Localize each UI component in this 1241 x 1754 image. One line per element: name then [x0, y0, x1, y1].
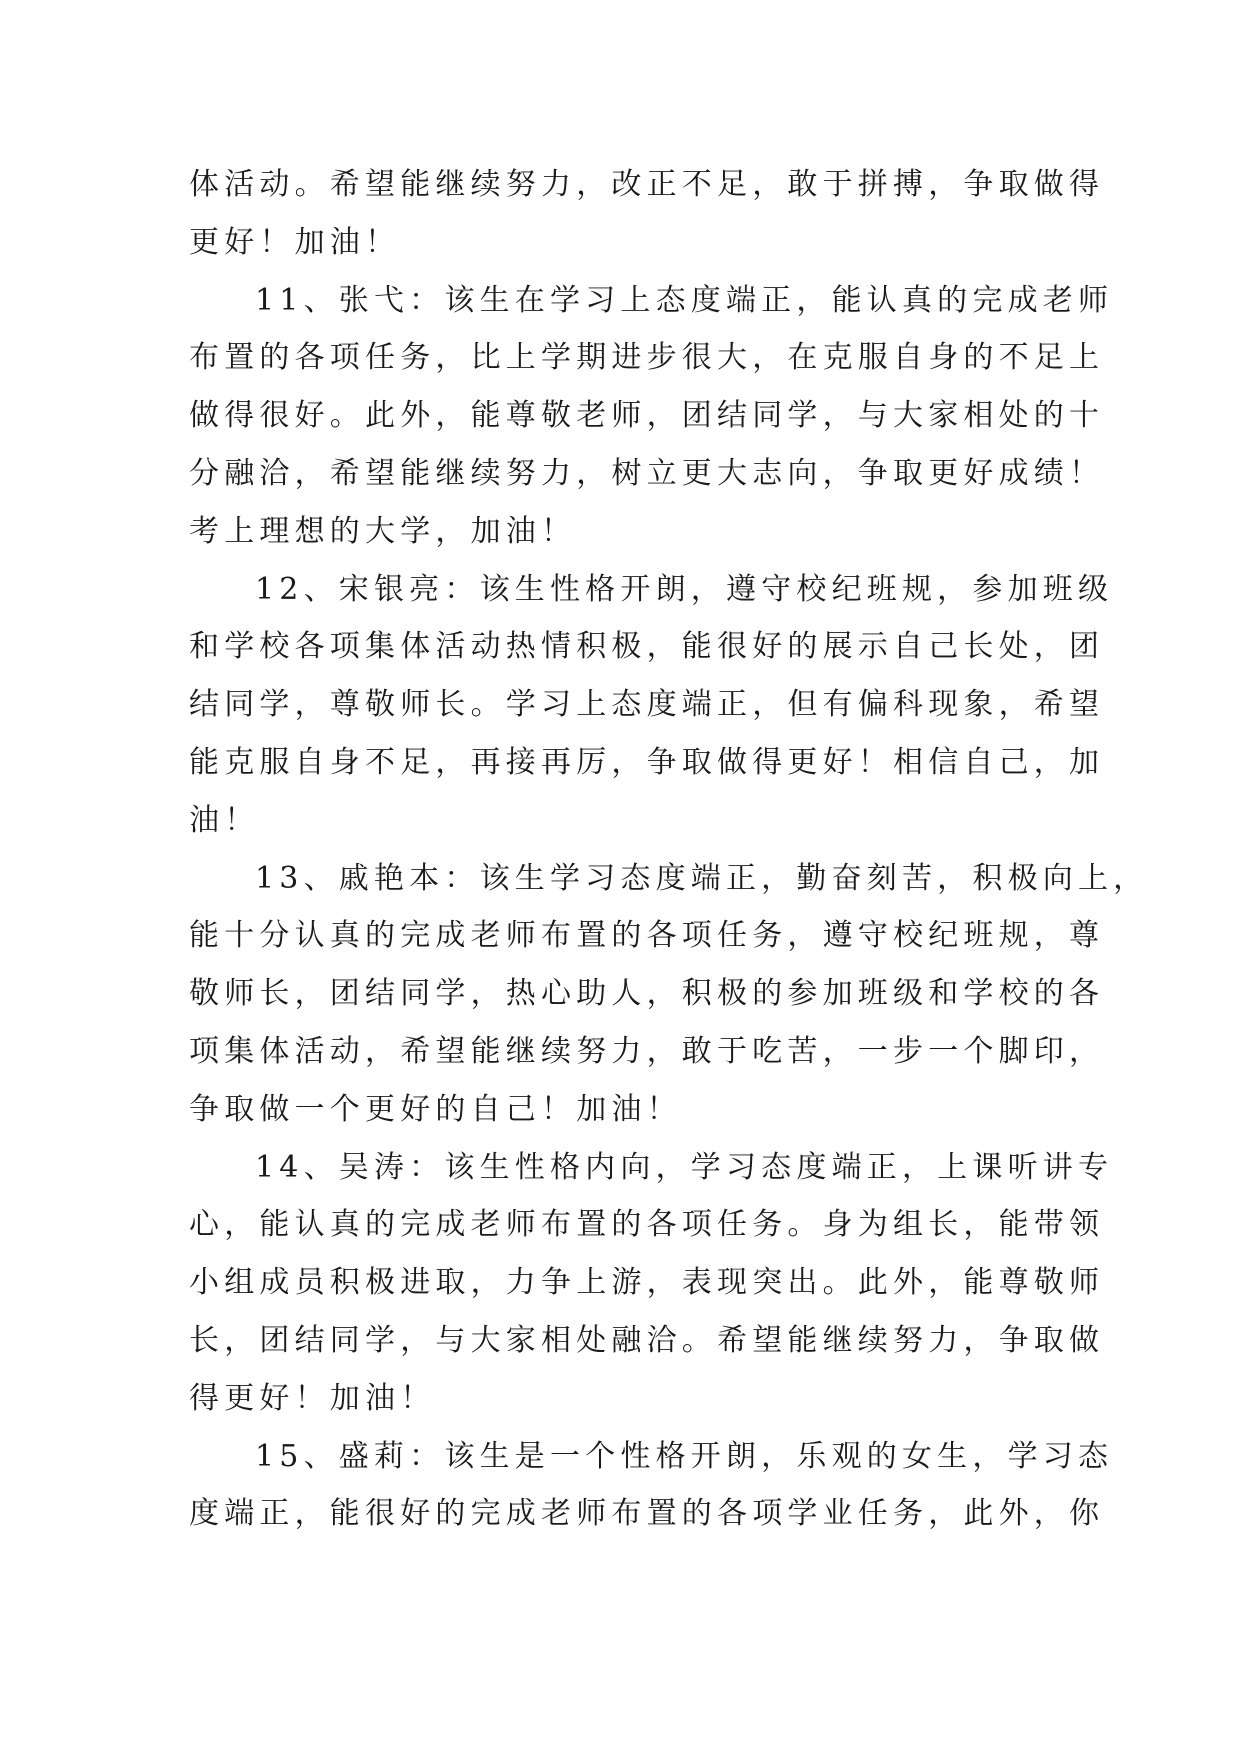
text-line: 布置的各项任务，比上学期进步很大，在克服自身的不足上 — [189, 340, 1105, 376]
text-line: 争取做一个更好的自己！加油！ — [189, 1091, 682, 1127]
text-line: 考上理想的大学，加油！ — [189, 513, 577, 549]
text-line: 12、宋银亮：该生性格开朗，遵守校纪班规，参加班级 — [255, 571, 1114, 607]
text-line: 做得很好。此外，能尊敬老师，团结同学，与大家相处的十 — [189, 398, 1105, 434]
text-line: 11、张弋：该生在学习上态度端正，能认真的完成老师 — [255, 282, 1114, 318]
text-line: 度端正，能很好的完成老师布置的各项学业任务，此外，你 — [189, 1496, 1105, 1532]
text-line: 项集体活动，希望能继续努力，敢于吃苦，一步一个脚印， — [189, 1033, 1105, 1069]
text-line: 14、吴涛：该生性格内向，学习态度端正，上课听讲专 — [255, 1149, 1114, 1185]
paragraph-student-13 — [189, 850, 1149, 1139]
paragraph-student-11 — [189, 272, 1114, 561]
text-line: 小组成员积极进取，力争上游，表现突出。此外，能尊敬师 — [189, 1265, 1105, 1301]
text-line: 结同学，尊敬师长。学习上态度端正，但有偏科现象，希望 — [189, 687, 1105, 723]
paragraph-student-12 — [189, 561, 1114, 850]
document-body — [189, 156, 1149, 1543]
paragraph-student-14 — [189, 1139, 1114, 1428]
paragraph-student-15 — [189, 1428, 1114, 1544]
text-line: 体活动。希望能继续努力，改正不足，敢于拼搏，争取做得 — [189, 167, 1105, 202]
text-line: 能十分认真的完成老师布置的各项任务，遵守校纪班规，尊 — [189, 918, 1105, 954]
text-line: 13、戚艳本：该生学习态度端正，勤奋刻苦，积极向上， — [255, 860, 1149, 896]
text-line: 能克服自身不足，再接再厉，争取做得更好！相信自己，加 — [189, 744, 1105, 780]
text-line: 心，能认真的完成老师布置的各项任务。身为组长，能带领 — [189, 1207, 1105, 1243]
text-line: 油！ — [189, 802, 260, 838]
text-line: 敬师长，团结同学，热心助人，积极的参加班级和学校的各 — [189, 976, 1105, 1012]
paragraph-continued — [189, 156, 1105, 272]
text-line: 得更好！加油！ — [189, 1380, 436, 1416]
text-line: 分融洽，希望能继续努力，树立更大志向，争取更好成绩！ — [189, 455, 1105, 491]
text-line: 更好！加油！ — [189, 224, 401, 260]
text-line: 和学校各项集体活动热情积极，能很好的展示自己长处，团 — [189, 629, 1105, 665]
text-line: 长，团结同学，与大家相处融洽。希望能继续努力，争取做 — [189, 1322, 1105, 1358]
text-line: 15、盛莉：该生是一个性格开朗，乐观的女生，学习态 — [255, 1438, 1114, 1474]
